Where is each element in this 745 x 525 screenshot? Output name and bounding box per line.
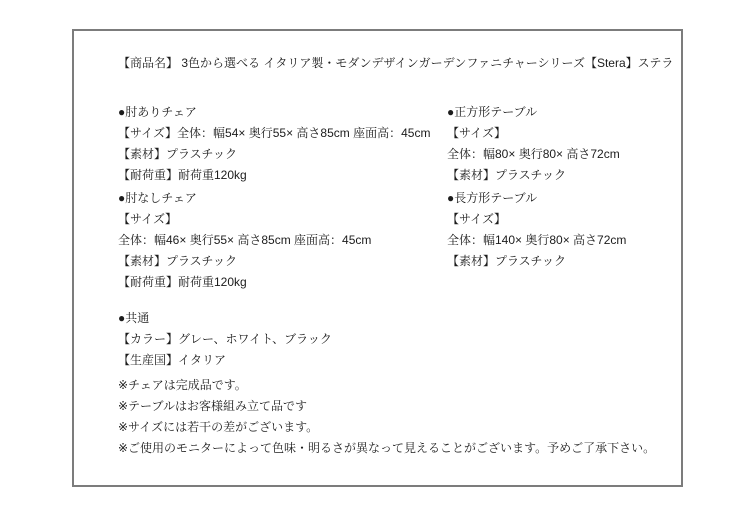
spec-load-line: 【耐荷重】耐荷重120kg: [118, 275, 247, 289]
spec-section-rect-table: [447, 188, 626, 272]
spec-material-line: 【素材】プラスチック: [447, 254, 567, 268]
spec-section-common: [118, 308, 332, 371]
note-line: ※テーブルはお客様組み立て品です: [118, 399, 307, 413]
spec-size-label: 【サイズ】: [447, 212, 507, 226]
spec-material-line: 【素材】プラスチック: [118, 147, 238, 161]
spec-load-line: 【耐荷重】耐荷重120kg: [118, 168, 247, 182]
spec-heading: ●肘なしチェア: [118, 191, 197, 205]
spec-section-armless-chair: [118, 188, 371, 293]
spec-country-line: 【生産国】イタリア: [118, 353, 227, 367]
spec-heading: ●肘ありチェア: [118, 105, 197, 119]
note-line: ※チェアは完成品です。: [118, 378, 247, 392]
spec-size-label: 【サイズ】: [447, 126, 507, 140]
spec-size-line: 全体：幅140× 奥行80× 高さ72cm: [447, 233, 627, 247]
spec-heading: ●正方形テーブル: [447, 105, 538, 119]
spec-size-label: 【サイズ】: [118, 212, 178, 226]
spec-heading: ●共通: [118, 311, 150, 325]
spec-material-line: 【素材】プラスチック: [447, 168, 567, 182]
note-line: ※ご使用のモニターによって色味・明るさが異なって見えることがございます。予めご了承下さい。: [118, 441, 656, 455]
spec-section-square-table: [447, 102, 620, 186]
spec-heading: ●長方形テーブル: [447, 191, 538, 205]
spec-color-line: 【カラー】グレー、ホワイト、ブラック: [118, 332, 332, 346]
spec-size-line: 【サイズ】全体：幅54× 奥行55× 高さ85cm 座面高：45cm: [118, 126, 431, 140]
spec-material-line: 【素材】プラスチック: [118, 254, 238, 268]
product-title: 【商品名】 3色から選べる イタリア製・モダンデザインガーデンファニチャーシリーズ【Stera】ステラ: [118, 56, 674, 70]
spec-section-arm-chair: [118, 102, 430, 186]
spec-size-line: 全体：幅80× 奥行80× 高さ72cm: [447, 147, 620, 161]
spec-size-line: 全体：幅46× 奥行55× 高さ85cm 座面高：45cm: [118, 233, 372, 247]
notes-section: [118, 375, 655, 459]
note-line: ※サイズには若干の差がございます。: [118, 420, 319, 434]
